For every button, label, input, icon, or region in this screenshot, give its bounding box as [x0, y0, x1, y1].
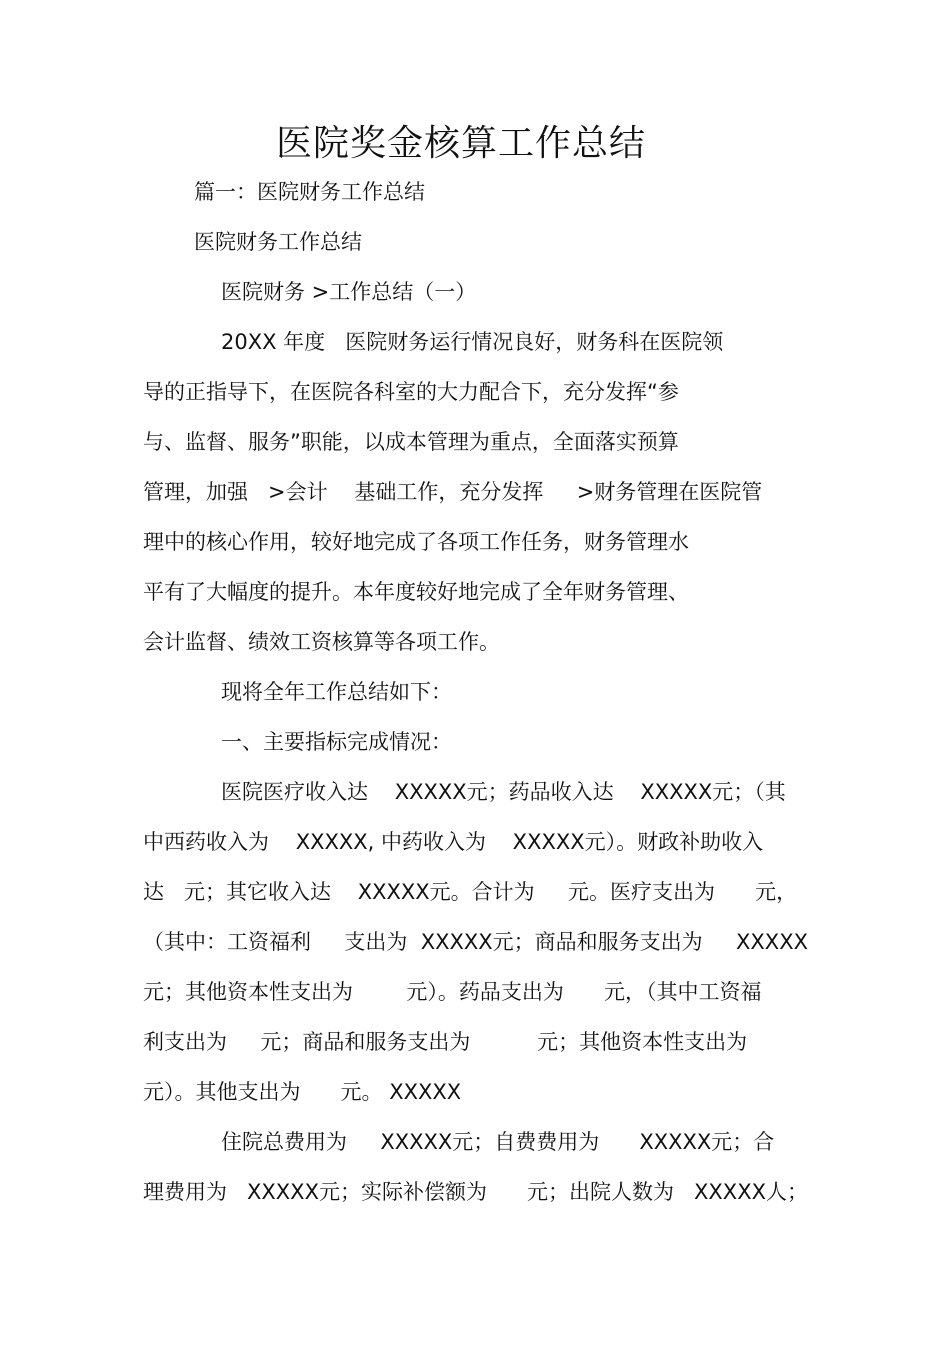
- document-title: 医院奖金核算工作总结: [275, 123, 646, 164]
- paragraph-line: 管理，加强 >会计 基础工作，充分发挥 >财务管理在医院管: [143, 480, 763, 504]
- paragraph-line: 20XX 年度 医院财务运行情况良好，财务科在医院领: [221, 330, 724, 354]
- paragraph-line: 理中的核心作用，较好地完成了各项工作任务，财务管理水: [143, 530, 689, 554]
- subtitle-line: 篇一：医院财务工作总结: [194, 180, 425, 204]
- paragraph-line: 元；其他资本性支出为 元）。药品支出为 元，（其中工资福: [143, 980, 762, 1004]
- paragraph-line: 现将全年工作总结如下：: [221, 680, 452, 704]
- list-heading: 一、主要指标完成情况：: [221, 730, 452, 754]
- paragraph-line: 达 元；其它收入达 XXXXX元。合计为 元。医疗支出为 元，: [143, 880, 798, 904]
- paragraph-line: 住院总费用为 XXXXX元；自费费用为 XXXXX元；合: [221, 1130, 775, 1154]
- paragraph-line: （其中：工资福利 支出为 XXXXX元；商品和服务支出为 XXXXX: [143, 930, 808, 954]
- paragraph-line: 导的正指导下，在医院各科室的大力配合下，充分发挥“参: [143, 380, 679, 404]
- section-heading: 医院财务工作总结: [194, 230, 362, 254]
- section-subheading: 医院财务 >工作总结（一）: [221, 280, 477, 304]
- paragraph-line: 理费用为 XXXXX元；实际补偿额为 元；出院人数为 XXXXX人；: [143, 1180, 808, 1204]
- paragraph-line: 会计监督、绩效工资核算等各项工作。: [143, 630, 500, 654]
- paragraph-line: 与、监督、服务”职能，以成本管理为重点，全面落实预算: [143, 430, 679, 454]
- paragraph-line: 中西药收入为 XXXXX, 中药收入为 XXXXX元）。财政补助收入: [143, 830, 764, 854]
- paragraph-line: 利支出为 元；商品和服务支出为 元；其他资本性支出为: [143, 1030, 748, 1054]
- paragraph-line: 元）。其他支出为 元。 XXXXX: [143, 1080, 462, 1104]
- paragraph-line: 平有了大幅度的提升。本年度较好地完成了全年财务管理、: [143, 580, 689, 604]
- paragraph-line: 医院医疗收入达 XXXXX元；药品收入达 XXXXX元；（其: [221, 780, 786, 804]
